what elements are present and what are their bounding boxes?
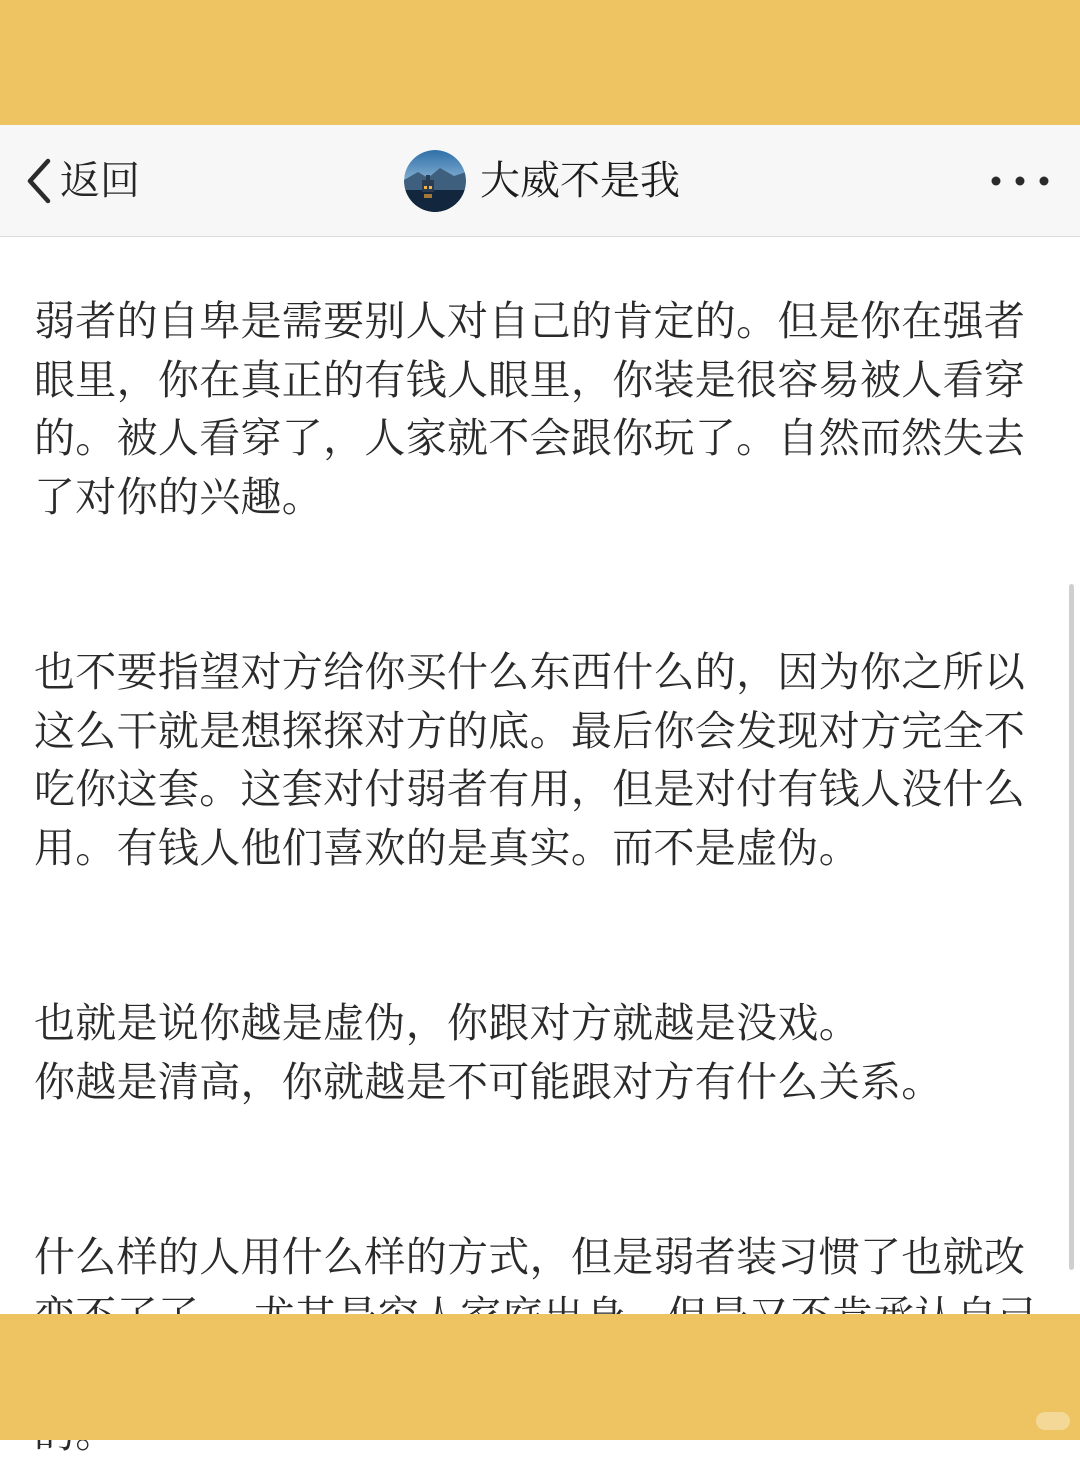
paragraph-spacer: [34, 526, 1044, 643]
author-username[interactable]: 大威不是我: [480, 158, 680, 204]
top-yellow-band: [0, 0, 1080, 125]
watermark: [1036, 1412, 1070, 1430]
paragraph: 弱者的自卑是需要别人对自己的肯定的。但是你在强者眼里，你在真正的有钱人眼里，你装是很容易被人看穿的。被人看穿了，人家就不会跟你玩了。自然而然失去了对你的兴趣。: [34, 297, 1026, 521]
author-profile[interactable]: [404, 150, 680, 212]
paragraph: 也不要指望对方给你买什么东西什么的，因为你之所以这么干就是想探探对方的底。最后你会发现对方完全不吃你这套。这套对付弱者有用，但是对付有钱人没什么用。有钱人他们喜欢的是真实。而不是虚伪。: [34, 648, 1026, 872]
scrollbar[interactable]: [1069, 584, 1074, 1270]
article-body: [34, 292, 1044, 1462]
back-label: 返回: [60, 158, 140, 204]
paragraph: 也就是说你越是虚伪，你跟对方就越是没戏。: [34, 999, 860, 1047]
paragraph-spacer: [34, 1111, 1044, 1228]
navigation-bar: [0, 125, 1080, 237]
paragraph: 什么样的人用什么样的方式，但是弱者装习惯了也就改: [34, 1233, 1026, 1281]
more-options-button[interactable]: [984, 161, 1056, 201]
more-horizontal-icon: [984, 161, 1056, 201]
avatar[interactable]: [404, 150, 466, 212]
bottom-yellow-band: [0, 1314, 1080, 1440]
chevron-left-icon: [22, 155, 56, 207]
back-button[interactable]: [22, 153, 140, 209]
paragraph: 你越是清高，你就越是不可能跟对方有什么关系。: [34, 1057, 943, 1106]
paragraph-spacer: [34, 877, 1044, 994]
